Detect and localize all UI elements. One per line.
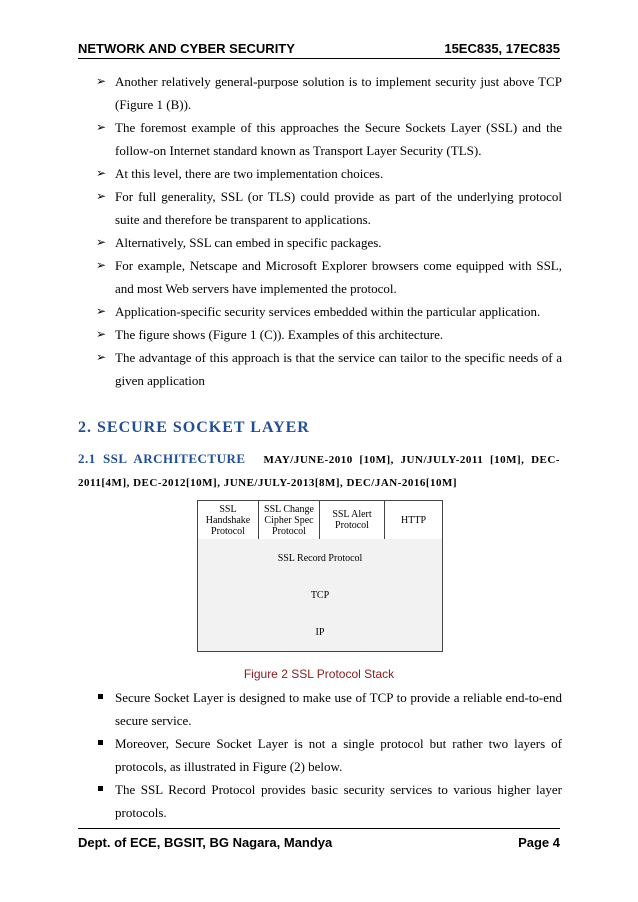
footer-rule (78, 828, 560, 829)
arrow-bullet-icon: ➢ (96, 350, 107, 364)
list-item: ➢ Alternatively, SSL can embed in specific packages. (96, 231, 562, 254)
ssl-protocol-stack-diagram (197, 500, 443, 652)
subsection-title: 2.1 SSL ARCHITECTURE (78, 451, 246, 466)
list-item: ➢ At this level, there are two implementation choices. (96, 162, 562, 185)
footer-department: Dept. of ECE, BGSIT, BG Nagara, Mandya (78, 834, 333, 850)
page-number: Page 4 (518, 834, 560, 850)
square-bullet-icon (98, 694, 103, 699)
section-heading: 2. SECURE SOCKET LAYER (78, 419, 310, 436)
bullet-list-top (96, 70, 562, 392)
diagram-cell-handshake: SSL Handshake Protocol (198, 501, 259, 539)
bullet-list-bottom (96, 686, 562, 824)
arrow-bullet-icon: ➢ (96, 327, 107, 341)
header-course-code: 15EC835, 17EC835 (444, 40, 560, 56)
list-item: ➢ The foremost example of this approaches the Secure Sockets Layer (SSL) and the follow-on Internet standard known as Transport Layer Security (TLS). (96, 116, 562, 162)
list-item: ➢ For example, Netscape and Microsoft Explorer browsers come equipped with SSL, and most Web servers have implemented the protocol. (96, 254, 562, 300)
header-rule (78, 58, 560, 59)
diagram-record-layer: SSL Record Protocol (198, 539, 442, 578)
diagram-upper-layer-row (198, 501, 442, 540)
diagram-ip-layer: IP (198, 614, 442, 651)
arrow-bullet-icon: ➢ (96, 258, 107, 272)
header-title: NETWORK AND CYBER SECURITY (78, 40, 295, 56)
list-item: ➢ For full generality, SSL (or TLS) could provide as part of the underlying protocol suite and therefore be transparent to applications. (96, 185, 562, 231)
list-item: The SSL Record Protocol provides basic security services to various higher layer protocols. (96, 778, 562, 824)
exam-references: MAY/JUNE-2010 [10M], JUN/JULY-2011 [10M], DEC-2011[4M], DEC-2012[10M], JUNE/JULY-2013[8M], DEC/JAN-2016[10M] (78, 454, 560, 489)
diagram-cell-alert: SSL Alert Protocol (320, 501, 385, 539)
square-bullet-icon (98, 786, 103, 791)
diagram-cell-change-cipher: SSL Change Cipher Spec Protocol (259, 501, 320, 539)
arrow-bullet-icon: ➢ (96, 189, 107, 203)
list-item: ➢ Another relatively general-purpose solution is to implement security just above TCP (Figure 1 (B)). (96, 70, 562, 116)
page-footer (78, 832, 560, 852)
list-item: ➢ The advantage of this approach is that the service can tailor to the specific needs of a given application (96, 346, 562, 392)
subsection-heading (78, 447, 560, 495)
page-header (78, 38, 560, 58)
arrow-bullet-icon: ➢ (96, 120, 107, 134)
square-bullet-icon (98, 740, 103, 745)
arrow-bullet-icon: ➢ (96, 235, 107, 249)
list-item: ➢ Application-specific security services embedded within the particular application. (96, 300, 562, 323)
list-item: Secure Socket Layer is designed to make use of TCP to provide a reliable end-to-end secure service. (96, 686, 562, 732)
arrow-bullet-icon: ➢ (96, 304, 107, 318)
list-item: Moreover, Secure Socket Layer is not a single protocol but rather two layers of protocols, as illustrated in Figure (2) below. (96, 732, 562, 778)
figure-caption: Figure 2 SSL Protocol Stack (243, 667, 395, 681)
list-item: ➢ The figure shows (Figure 1 (C)). Examples of this architecture. (96, 323, 562, 346)
diagram-cell-http: HTTP (385, 501, 442, 539)
arrow-bullet-icon: ➢ (96, 74, 107, 88)
arrow-bullet-icon: ➢ (96, 166, 107, 180)
diagram-tcp-layer: TCP (198, 577, 442, 615)
